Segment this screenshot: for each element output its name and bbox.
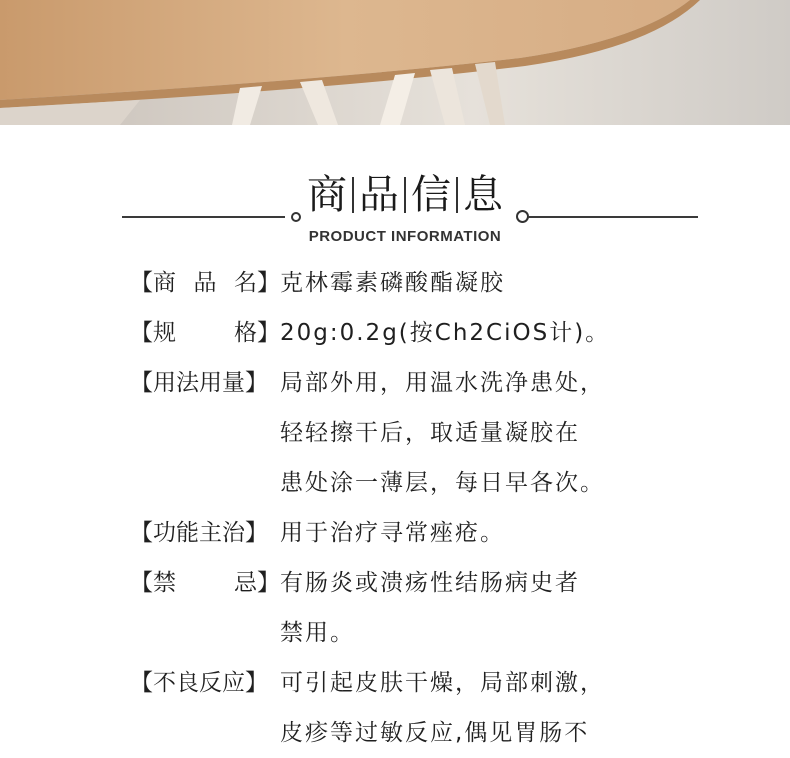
label-part: 名】 [234,270,280,296]
label-part: 忌】 [234,570,280,596]
label-part: 【商 [130,270,176,296]
info-row-usage [130,358,770,508]
info-row-name [130,258,770,308]
info-value [280,658,650,758]
info-label [130,308,280,358]
value-line: 克林霉素磷酸酯凝胶 [280,270,505,296]
label-part: 【功能主治】 [130,520,268,546]
info-value [280,358,650,508]
value-line: 患处涂一薄层，每日早各次。 [280,470,605,496]
info-row-indication [130,508,770,558]
divider-right [528,216,698,218]
banner-photo [0,0,790,125]
label-part: 【规 [130,320,176,346]
section-heading [0,170,790,250]
title-char: 品 [359,172,399,218]
info-value [280,508,650,558]
value-line: 轻轻擦干后，取适量凝胶在 [280,420,580,446]
value-line: 禁用。 [280,620,355,646]
info-label [130,358,280,408]
page-title [300,172,510,218]
info-value [280,258,650,308]
title-char: 信 [411,172,451,218]
table-photo [0,0,790,125]
label-part: 品 [193,270,217,296]
title-char: 商 [307,172,347,218]
product-info-list [130,258,770,758]
info-value [280,558,650,658]
info-row-spec [130,308,770,358]
value-line: 有肠炎或溃疡性结肠病史者 [280,570,580,596]
title-char: 息 [463,172,503,218]
divider-left [122,216,285,218]
info-label [130,658,280,708]
label-part: 【用法用量】 [130,370,268,396]
value-line: 20g:0.2g(按Ch2CiOS计)。 [280,320,611,346]
value-line: 皮疹等过敏反应,偶见胃肠不 [280,720,590,746]
info-label [130,558,280,608]
value-line: 可引起皮肤干燥，局部刺激， [280,670,605,696]
value-line: 用于治疗寻常痤疮。 [280,520,505,546]
page-subtitle: PRODUCT INFORMATION [308,228,502,245]
label-part: 格】 [234,320,280,346]
value-line: 局部外用，用温水洗净患处， [280,370,605,396]
info-row-contraindication [130,558,770,658]
label-part: 【不良反应】 [130,670,268,696]
info-label [130,258,280,308]
info-row-side-effects [130,658,770,758]
label-part: 【禁 [130,570,176,596]
info-value [280,308,650,358]
info-label [130,508,280,558]
